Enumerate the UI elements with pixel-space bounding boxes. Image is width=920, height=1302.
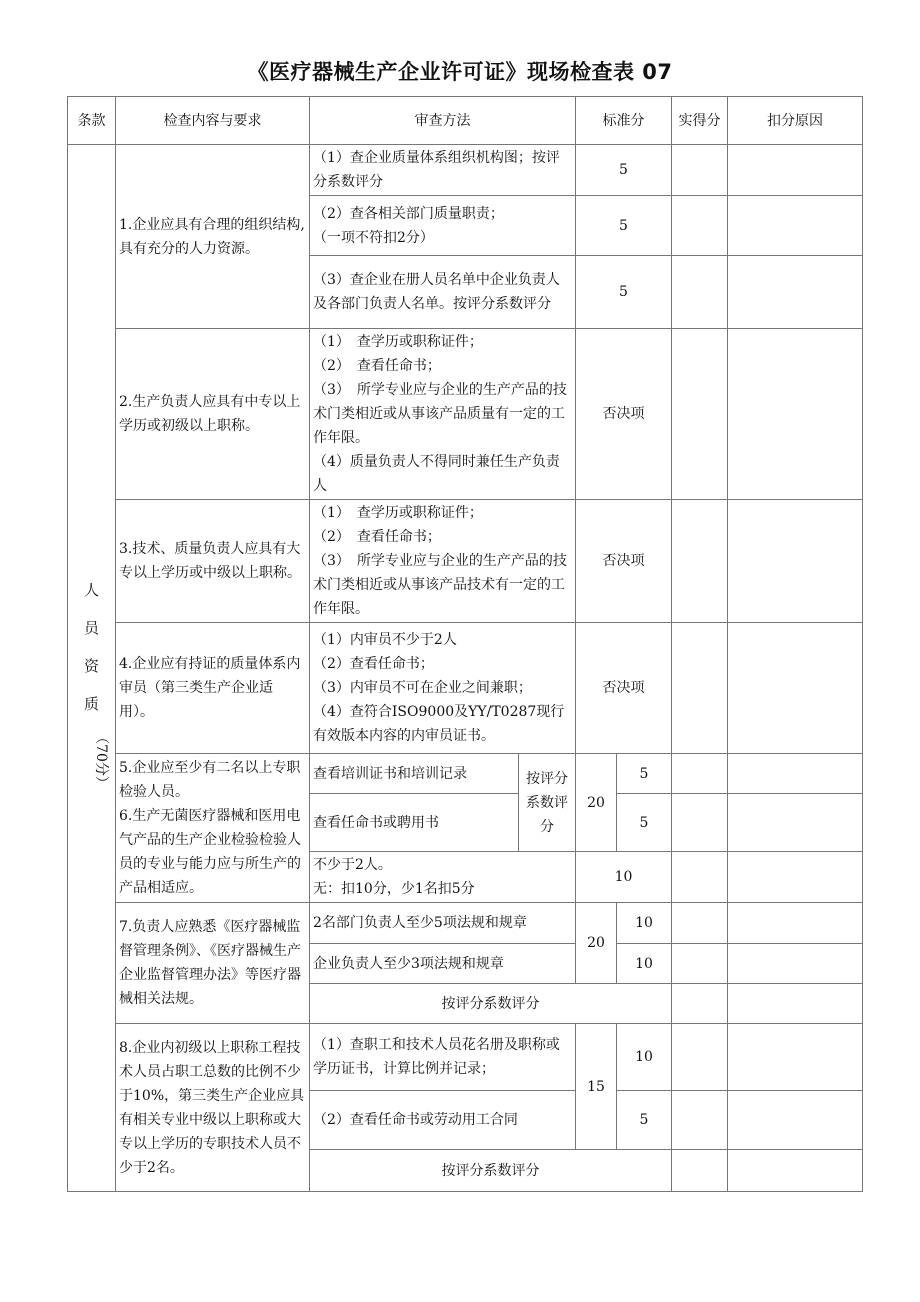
score-7-total: 20 (576, 903, 617, 984)
score-4: 否决项 (576, 623, 672, 754)
method-2 (310, 329, 576, 500)
actual-score-cell[interactable] (672, 500, 728, 623)
requirement-2: 2.生产负责人应具有中专以上学历或初级以上职称。 (116, 329, 310, 500)
method-8-1: （1）查职工和技术人员花名册及职称或学历证书，计算比例并记录； (310, 1024, 576, 1091)
actual-score-cell[interactable] (672, 852, 728, 903)
method-1-2-line-b: （一项不符扣2分） (313, 229, 434, 246)
header-actual: 实得分 (672, 97, 728, 145)
method-7-2: 企业负责人至少3项法规和规章 (310, 944, 576, 984)
method-1-2-line-a: （2）查各相关部门质量职责； (313, 205, 504, 222)
category-cell (68, 145, 116, 1192)
requirement-5: 5.企业应至少有二名以上专职检验人员。 (119, 760, 301, 800)
requirement-1: 1.企业应具有合理的组织结构,具有充分的人力资源。 (116, 145, 310, 329)
requirement-4: 4.企业应有持证的质量体系内审员（第三类生产企业适用）。 (116, 623, 310, 754)
actual-score-cell[interactable] (672, 944, 728, 984)
method-5-2: 查看任命书或聘用书 (310, 794, 519, 852)
deduction-reason-cell[interactable] (728, 196, 863, 256)
actual-score-cell[interactable] (672, 145, 728, 196)
deduction-reason-cell[interactable] (728, 329, 863, 500)
method-8-note: 按评分系数评分 (310, 1150, 672, 1192)
method-1-3: （3）查企业在册人员名单中企业负责人及各部门负责人名单。按评分系数评分 (310, 256, 576, 329)
actual-score-cell[interactable] (672, 329, 728, 500)
method-6-line-b: 无：扣10分，少1名扣5分 (313, 881, 475, 897)
actual-score-cell[interactable] (672, 256, 728, 329)
score-5-total: 20 (576, 754, 617, 852)
actual-score-cell[interactable] (672, 623, 728, 754)
actual-score-cell[interactable] (672, 1091, 728, 1150)
score-5-2: 5 (617, 794, 672, 852)
table-row (68, 754, 863, 794)
score-8-total: 15 (576, 1024, 617, 1150)
category-score: （70分） (92, 730, 109, 790)
method-4-line-2: （2）查看任命书； (313, 656, 434, 672)
header-method: 审查方法 (310, 97, 576, 145)
deduction-reason-cell[interactable] (728, 145, 863, 196)
deduction-reason-cell[interactable] (728, 256, 863, 329)
actual-score-cell[interactable] (672, 1024, 728, 1091)
method-3-line-2: （2） 查看任命书； (313, 529, 441, 545)
actual-score-cell[interactable] (672, 754, 728, 794)
deduction-reason-cell[interactable] (728, 944, 863, 984)
category-char: 质 (83, 695, 99, 713)
inspection-table (67, 96, 863, 1192)
method-2-line-2: （2） 查看任命书； (313, 358, 441, 374)
header-row (68, 97, 863, 145)
score-1-1: 5 (576, 145, 672, 196)
method-8-2: （2）查看任命书或劳动用工合同 (310, 1091, 576, 1150)
deduction-reason-cell[interactable] (728, 754, 863, 794)
requirement-7: 7.负责人应熟悉《医疗器械监督管理条例》、《医疗器械生产企业监督管理办法》等医疗器械相关法规。 (116, 903, 310, 1024)
method-2-line-4: （4）质量负责人不得同时兼任生产负责人 (313, 454, 560, 494)
category-char: 资 (83, 657, 99, 675)
header-content: 检查内容与要求 (116, 97, 310, 145)
deduction-reason-cell[interactable] (728, 1091, 863, 1150)
deduction-reason-cell[interactable] (728, 903, 863, 944)
table-row (68, 1024, 863, 1091)
actual-score-cell[interactable] (672, 984, 728, 1024)
method-5-scoring: 按评分系数评分 (519, 754, 576, 852)
deduction-reason-cell[interactable] (728, 984, 863, 1024)
score-3: 否决项 (576, 500, 672, 623)
header-reason: 扣分原因 (728, 97, 863, 145)
table-row (68, 500, 863, 623)
actual-score-cell[interactable] (672, 794, 728, 852)
deduction-reason-cell[interactable] (728, 1150, 863, 1192)
header-clause: 条款 (68, 97, 116, 145)
score-8-1: 10 (617, 1024, 672, 1091)
deduction-reason-cell[interactable] (728, 1024, 863, 1091)
method-6 (310, 852, 576, 903)
method-3 (310, 500, 576, 623)
score-1-3: 5 (576, 256, 672, 329)
table-row (68, 329, 863, 500)
actual-score-cell[interactable] (672, 903, 728, 944)
category-char: 员 (83, 619, 99, 637)
method-4-line-3: （3）内审员不可在企业之间兼职； (313, 680, 532, 696)
method-2-line-3: （3） 所学专业应与企业的生产产品的技术门类相近或从事该产品质量有一定的工作年限。 (313, 382, 567, 446)
method-1-2 (310, 196, 576, 256)
table-row (68, 903, 863, 944)
requirement-8: 8.企业内初级以上职称工程技术人员占职工总数的比例不少于10%，第三类生产企业应具有相关专业中级以上职称或大专以上学历的专职技术人员不少于2名。 (116, 1024, 310, 1192)
score-8-2: 5 (617, 1091, 672, 1150)
method-4-line-4: （4）查符合ISO9000及YY/T0287现行有效版本内容的内审员证书。 (313, 704, 565, 744)
score-7-2: 10 (617, 944, 672, 984)
score-1-2: 5 (576, 196, 672, 256)
method-2-line-1: （1） 查学历或职称证件； (313, 334, 483, 350)
deduction-reason-cell[interactable] (728, 852, 863, 903)
method-6-line-a: 不少于2人。 (313, 857, 392, 873)
score-5-1: 5 (617, 754, 672, 794)
deduction-reason-cell[interactable] (728, 623, 863, 754)
requirement-6: 6.生产无菌医疗器械和医用电气产品的生产企业检验检验人员的专业与能力应与所生产的产品相适应。 (119, 808, 301, 896)
table-row (68, 145, 863, 196)
method-3-line-1: （1） 查学历或职称证件； (313, 505, 483, 521)
requirement-5-6 (116, 754, 310, 903)
deduction-reason-cell[interactable] (728, 794, 863, 852)
method-4-line-1: （1）内审员不少于2人 (313, 632, 457, 648)
deduction-reason-cell[interactable] (728, 500, 863, 623)
table-row (68, 623, 863, 754)
actual-score-cell[interactable] (672, 196, 728, 256)
score-7-1: 10 (617, 903, 672, 944)
category-char: 人 (83, 581, 99, 599)
page-title: 《医疗器械生产企业许可证》现场检查表 07 (247, 60, 673, 84)
method-3-line-3: （3） 所学专业应与企业的生产产品的技术门类相近或从事该产品技术有一定的工作年限。 (313, 553, 567, 617)
method-4 (310, 623, 576, 754)
method-7-1: 2名部门负责人至少5项法规和规章 (310, 903, 576, 944)
header-standard: 标准分 (576, 97, 672, 145)
method-7-note: 按评分系数评分 (310, 984, 672, 1024)
score-2: 否决项 (576, 329, 672, 500)
method-5-1: 查看培训证书和培训记录 (310, 754, 519, 794)
actual-score-cell[interactable] (672, 1150, 728, 1192)
requirement-3: 3.技术、质量负责人应具有大专以上学历或中级以上职称。 (116, 500, 310, 623)
score-6: 10 (576, 852, 672, 903)
method-1-1: （1）查企业质量体系组织机构图；按评分系数评分 (310, 145, 576, 196)
